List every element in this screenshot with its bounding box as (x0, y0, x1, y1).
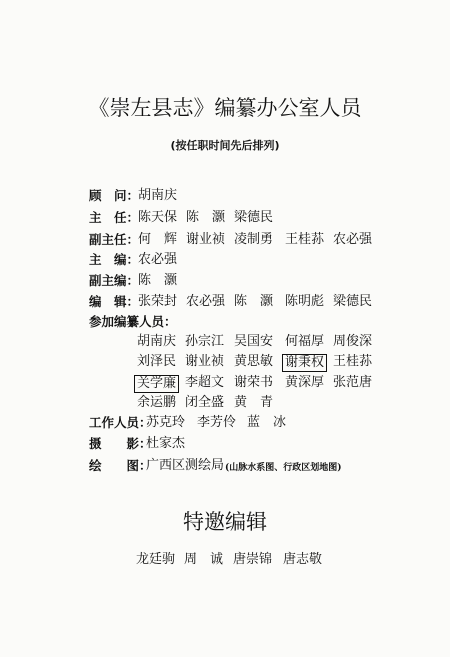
person-name: 王桂荪 (333, 354, 373, 369)
person-name: 凌制勇 (234, 232, 274, 247)
boxed-person-name: 关学廉 (134, 375, 179, 393)
person-name: 谢业祯 (186, 232, 226, 247)
person-name: 蓝 冰 (247, 415, 287, 430)
role-label: 参加编纂人员： (89, 314, 177, 329)
person-name: 唐崇锦 (233, 552, 273, 567)
person-name: 唐志敬 (283, 552, 323, 567)
person-name: 胡南庆 (137, 334, 177, 349)
person-name: 苏克玲 (146, 415, 186, 430)
person-name: 陈天保 (138, 210, 178, 225)
role-label: 主 任： (89, 210, 140, 225)
person-name: 梁德民 (234, 210, 274, 225)
person-name: 黄 青 (234, 395, 274, 410)
role-label: 摄 影： (89, 436, 152, 451)
person-name: 谢业祯 (185, 354, 225, 369)
page-title: 《崇左县志》编纂办公室人员 (88, 96, 362, 120)
organization-name: 广西区测绘局 (146, 458, 225, 473)
person-name: 李超文 (185, 375, 225, 390)
person-name: 周 诚 (184, 552, 224, 567)
role-label: 工作人员： (89, 415, 152, 430)
person-name: 余运鹏 (137, 395, 177, 410)
role-label: 编 辑： (89, 294, 140, 309)
special-editors-title: 特邀编辑 (183, 510, 267, 534)
person-name: 陈 灏 (138, 273, 178, 288)
person-name: 梁德民 (333, 294, 373, 309)
person-name: 胡南庆 (138, 188, 178, 203)
person-name: 吴国安 (234, 334, 274, 349)
person-name: 王桂荪 (285, 232, 325, 247)
role-label: 副主编： (89, 273, 140, 288)
person-name: 周俊深 (333, 334, 373, 349)
role-label: 绘 图： (89, 458, 152, 473)
person-name: 陈 灏 (234, 294, 274, 309)
person-name: 农必强 (333, 232, 373, 247)
person-name: 何福厚 (285, 334, 325, 349)
role-label: 主 编： (89, 252, 140, 267)
person-name: 农必强 (138, 252, 178, 267)
person-name: 李芳伶 (197, 415, 237, 430)
boxed-person-name: 谢秉权 (282, 354, 327, 372)
role-label: 副主任： (89, 232, 140, 247)
person-name: 何 辉 (138, 232, 178, 247)
person-name: 龙廷驹 (136, 552, 176, 567)
person-name: 陈明彪 (285, 294, 325, 309)
person-name: 黄思敏 (234, 354, 274, 369)
person-name: 刘泽民 (137, 354, 177, 369)
person-name: 黄深厚 (285, 375, 325, 390)
role-label: 顾 问： (89, 188, 140, 203)
person-name: 陈 灏 (186, 210, 226, 225)
person-name: 谢荣书 (234, 375, 274, 390)
person-name: 闭全盛 (185, 395, 225, 410)
person-name: 张荣封 (138, 294, 178, 309)
page-subtitle: (按任职时间先后排列) (170, 139, 280, 152)
person-name: 张范唐 (333, 375, 373, 390)
person-name: 杜家杰 (146, 436, 186, 451)
cartography-note: (山脉水系图、行政区划地图) (225, 463, 342, 473)
person-name: 农必强 (186, 294, 226, 309)
person-name: 孙宗江 (185, 334, 225, 349)
